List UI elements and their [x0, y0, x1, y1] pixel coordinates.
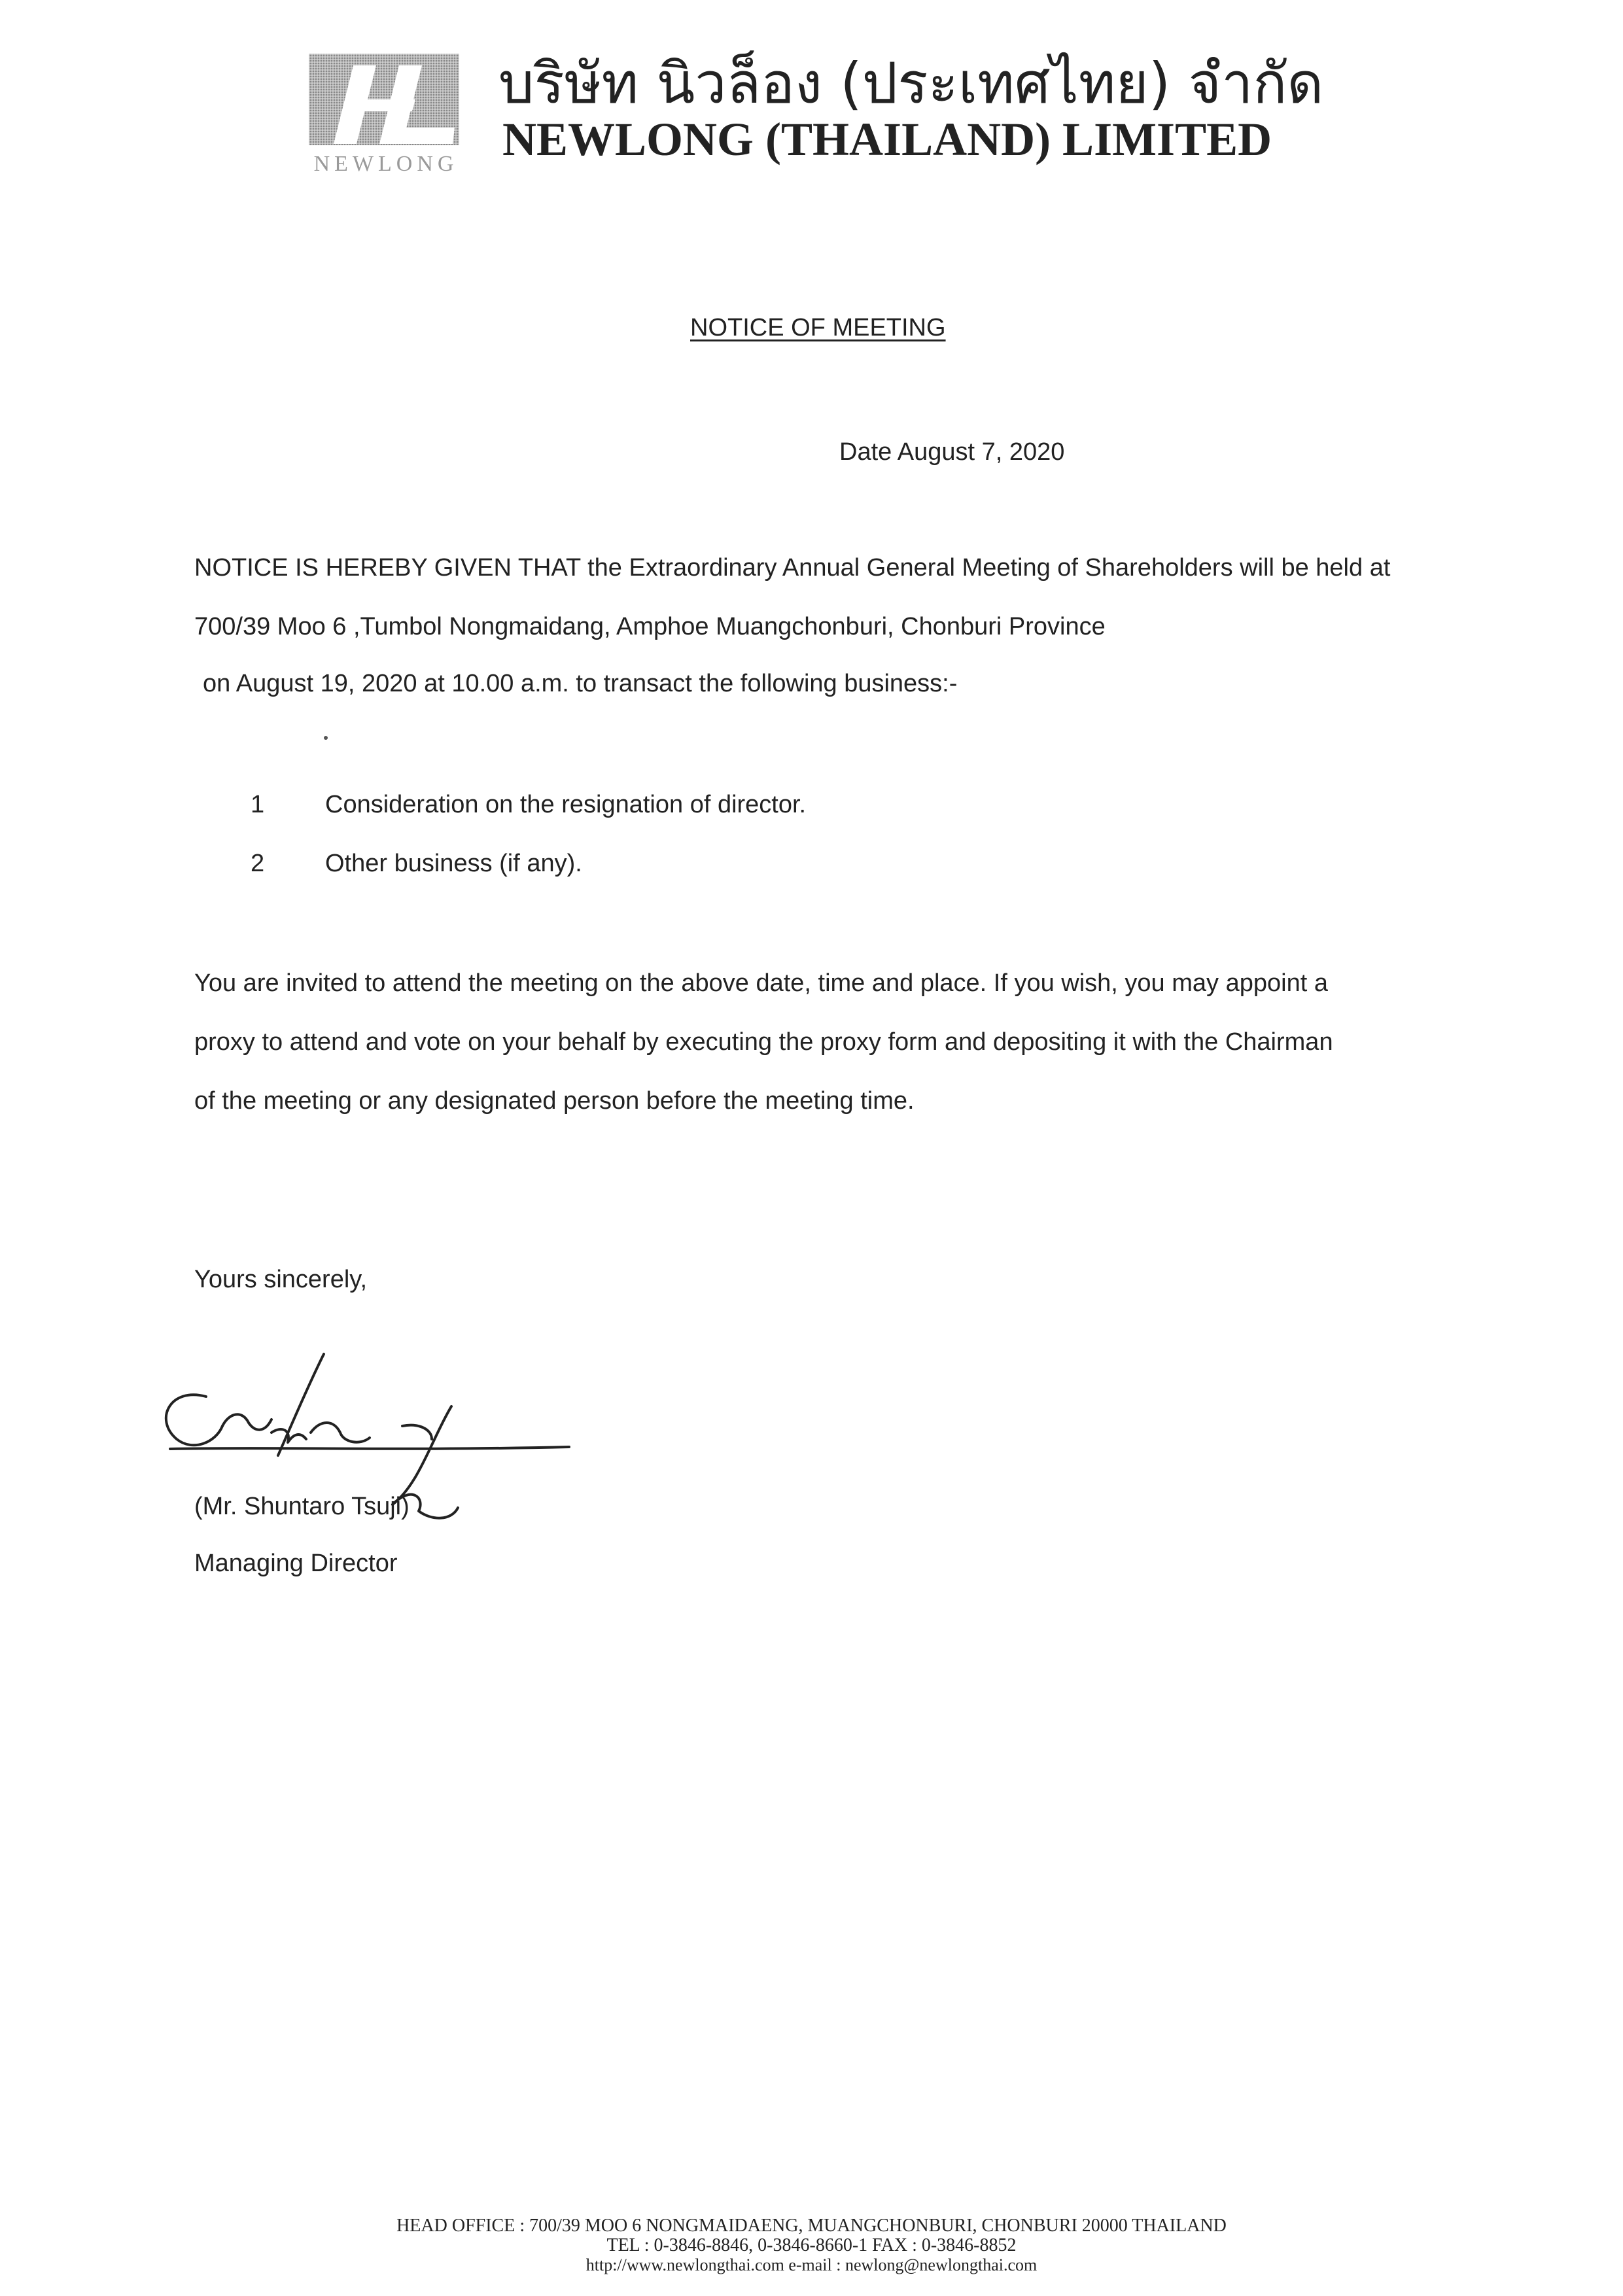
company-name-english: NEWLONG (THAILAND) LIMITED [502, 113, 1272, 165]
company-name-thai: บริษัท นิวล็อง (ประเทศไทย) จำกัด [498, 51, 1324, 116]
intro-line: 700/39 Moo 6 ,Tumbol Nongmaidang, Amphoe Muangchonburi, Chonburi Province [194, 613, 1106, 640]
signer-name: (Mr. Shuntaro Tsuji) [194, 1493, 410, 1520]
footer-web-email: http://www.newlongthai.com e-mail : newlong@newlongthai.com [585, 2255, 1038, 2274]
notice-title: NOTICE OF MEETING [690, 314, 946, 341]
invitation-line: You are invited to attend the meeting on the above date, time and place. If you wish, you may appoint a [194, 969, 1328, 997]
invitation-line: of the meeting or any designated person before the meeting time. [194, 1087, 915, 1115]
intro-line: on August 19, 2020 at 10.00 a.m. to transact the following business:- [203, 670, 958, 697]
agenda-item-text: Other business (if any). [325, 850, 582, 877]
notice-date: Date August 7, 2020 [839, 438, 1065, 466]
signer-title: Managing Director [194, 1550, 398, 1577]
invitation-line: proxy to attend and vote on your behalf by executing the proxy form and depositing it with the Chairman [194, 1028, 1333, 1056]
footer-phone-fax: TEL : 0-3846-8846, 0-3846-8660-1 FAX : 0-3846-8852 [606, 2235, 1017, 2255]
agenda-item-number: 2 [251, 850, 265, 877]
agenda-item-text: Consideration on the resignation of director. [325, 791, 807, 818]
intro-line: NOTICE IS HEREBY GIVEN THAT the Extraordinary Annual General Meeting of Shareholders will be held at [194, 554, 1391, 582]
closing-salutation: Yours sincerely, [194, 1266, 368, 1293]
stray-dot [324, 736, 328, 740]
logo-wordmark: NEWLONG [313, 152, 459, 176]
footer-address: HEAD OFFICE : 700/39 MOO 6 NONGMAIDAENG, MUANGCHONBURI, CHONBURI 20000 THAILAND [396, 2216, 1227, 2236]
agenda-item-number: 1 [251, 791, 265, 818]
